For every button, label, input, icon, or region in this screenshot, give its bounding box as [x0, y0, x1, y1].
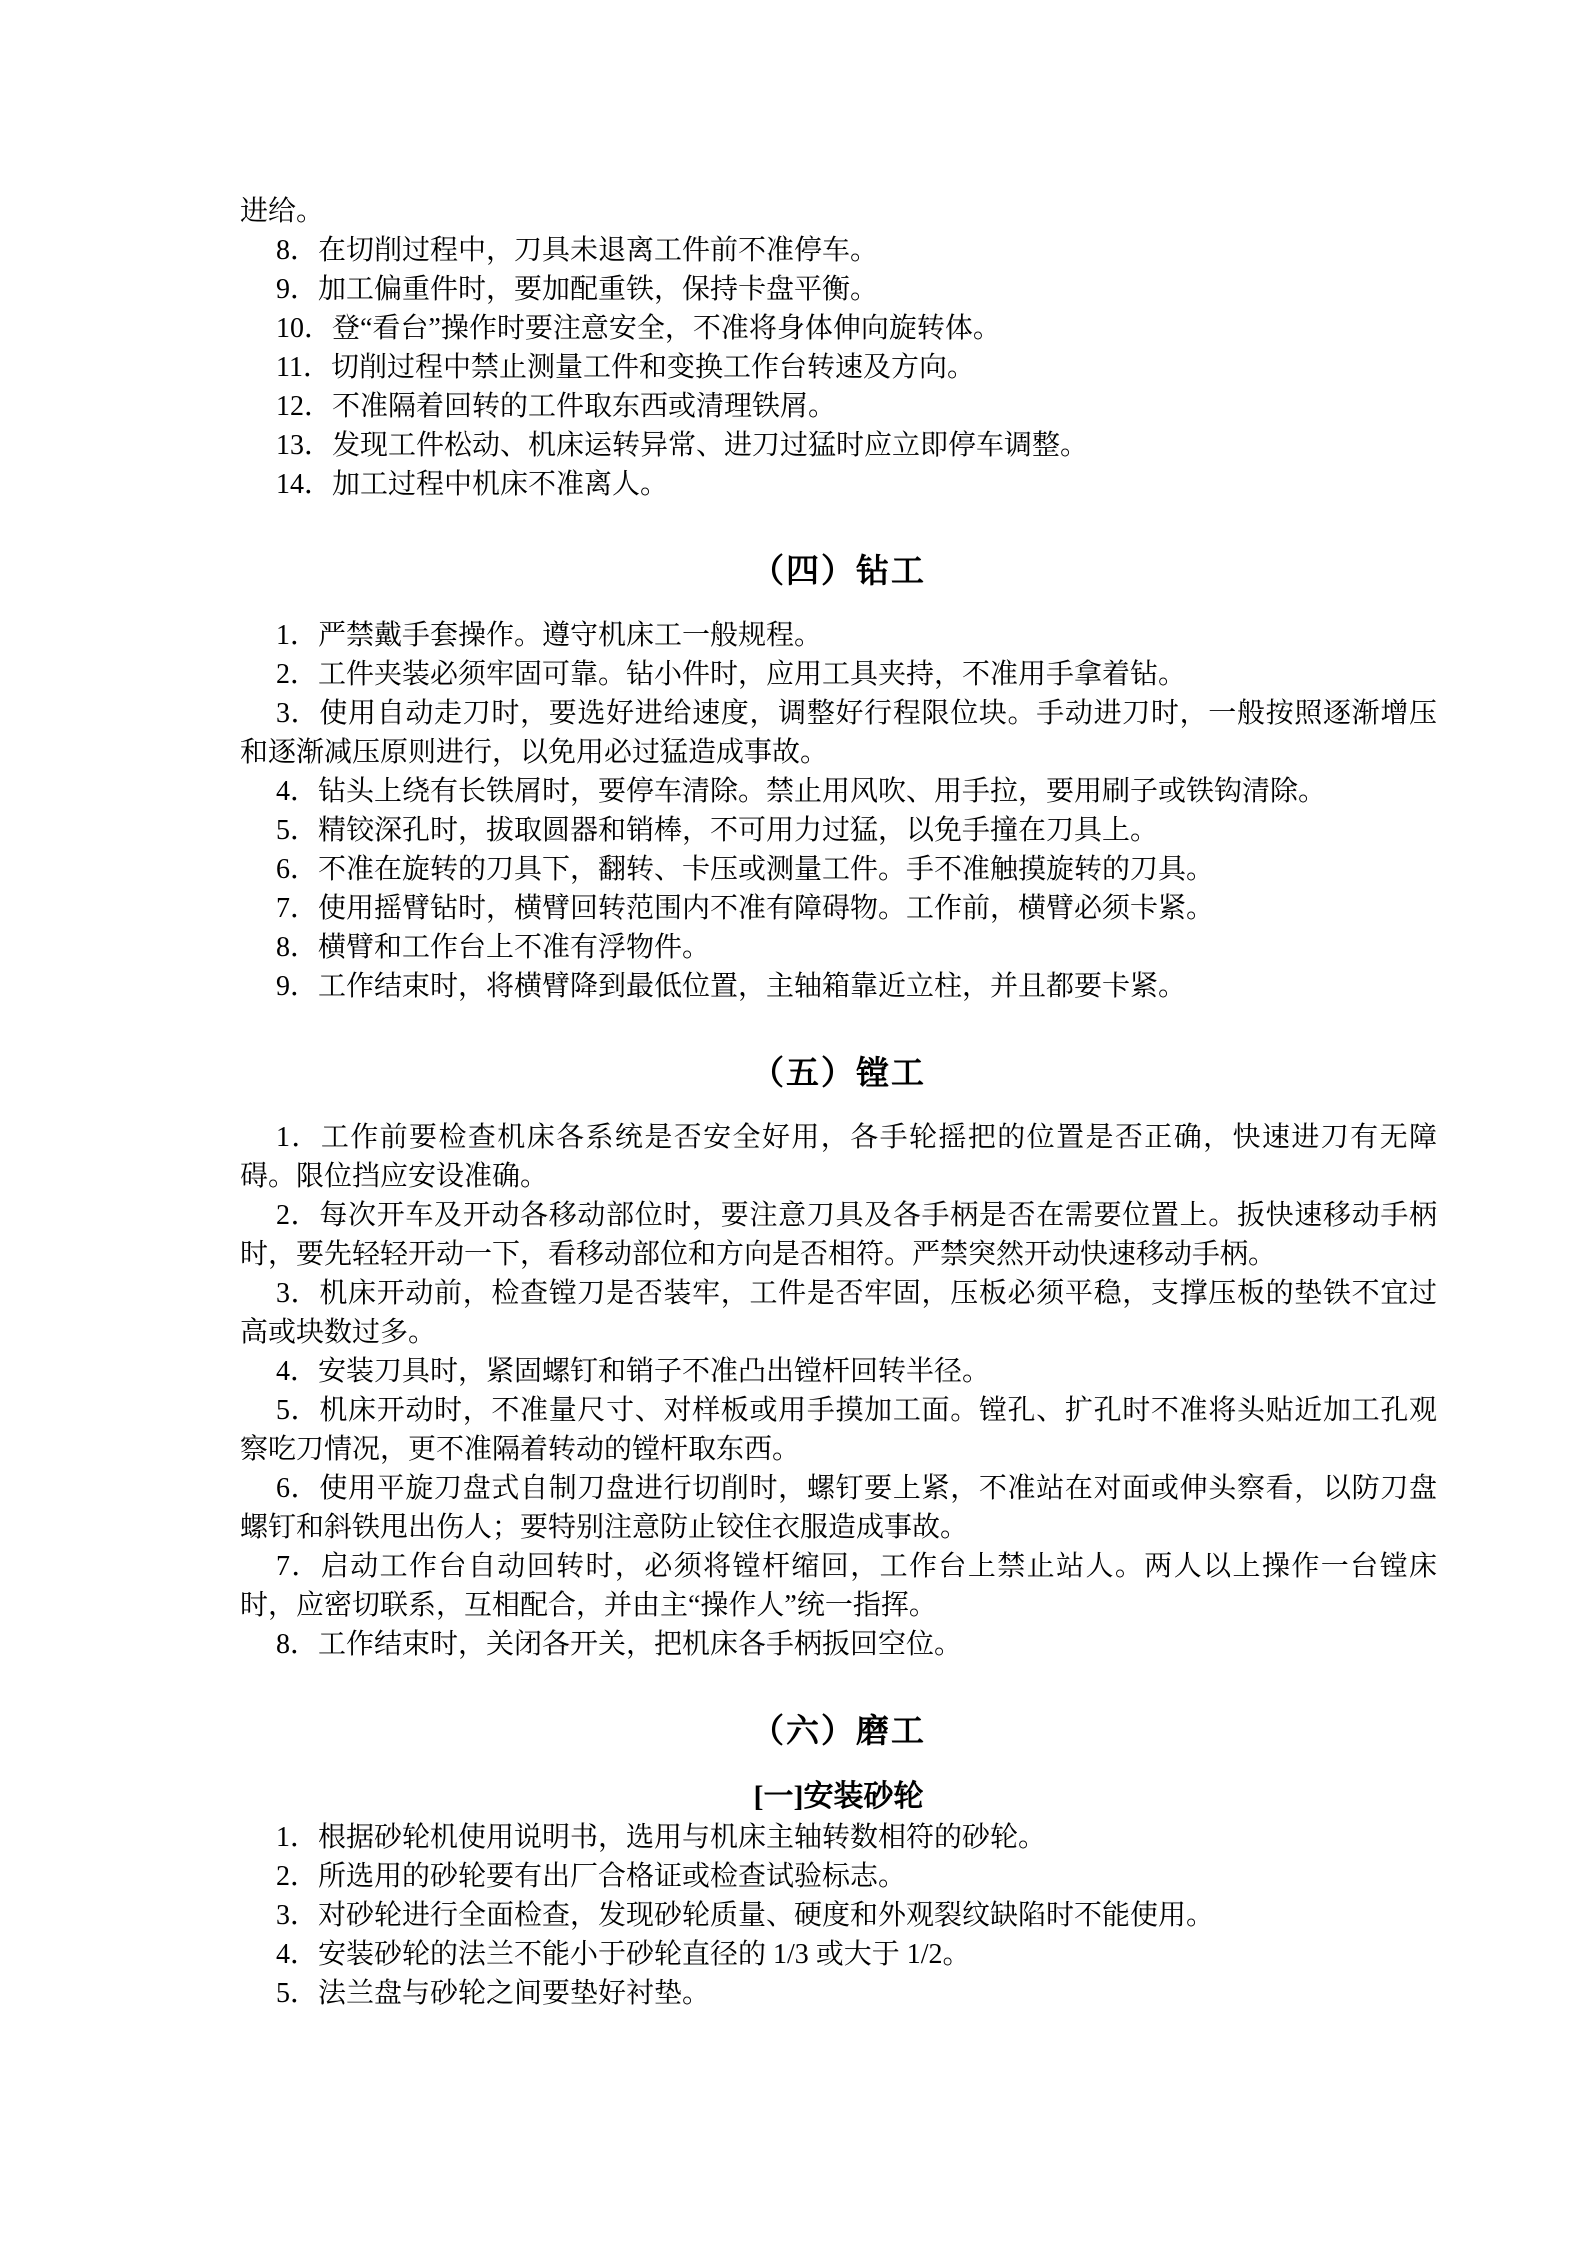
sub-heading-wheel-installation: [一]安装砂轮 [753, 1780, 924, 1813]
list-item: 4．钻头上绕有长铁屑时，要停车清除。禁止用风吹、用手拉，要用刷子或铁钩清除。 [276, 776, 1327, 807]
list-item: 7．启动工作台自动回转时，必须将镗杆缩回，工作台上禁止站人。两人以上操作一台镗床时，应密切联系，互相配合，并由主“操作人”统一指挥。 [240, 1551, 1437, 1621]
list-item: 6．使用平旋刀盘式自制刀盘进行切削时，螺钉要上紧，不准站在对面或伸头察看，以防刀盘螺钉和斜铁甩出伤人；要特别注意防止铰住衣服造成事故。 [240, 1473, 1437, 1543]
list-item: 14．加工过程中机床不准离人。 [276, 469, 669, 500]
list-item: 3．机床开动前，检查镗刀是否装牢，工件是否牢固，压板必须平稳，支撑压板的垫铁不宜过高或块数过多。 [240, 1278, 1437, 1348]
list-item: 13．发现工件松动、机床运转异常、进刀过猛时应立即停车调整。 [276, 430, 1089, 461]
list-item: 2．每次开车及开动各移动部位时，要注意刀具及各手柄是否在需要位置上。扳快速移动手柄时，要先轻轻开动一下，看移动部位和方向是否相符。严禁突然开动快速移动手柄。 [240, 1200, 1437, 1270]
section-boring-rules [240, 1052, 1437, 1664]
list-item: 2．所选用的砂轮要有出厂合格证或检查试验标志。 [276, 1861, 907, 1892]
list-item: 4．安装砂轮的法兰不能小于砂轮直径的 1/3 或大于 1/2。 [276, 1939, 971, 1970]
list-item: 1．严禁戴手套操作。遵守机床工一般规程。 [276, 620, 823, 651]
list-item: 6．不准在旋转的刀具下，翻转、卡压或测量工件。手不准触摸旋转的刀具。 [276, 854, 1215, 885]
list-item: 9．工作结束时，将横臂降到最低位置，主轴箱靠近立柱，并且都要卡紧。 [276, 971, 1187, 1002]
list-item: 4．安装刀具时，紧固螺钉和销子不准凸出镗杆回转半径。 [276, 1356, 991, 1387]
section-heading-drilling: （四）钻工 [751, 554, 926, 590]
list-item: 5．机床开动时，不准量尺寸、对样板或用手摸加工面。镗孔、扩孔时不准将头贴近加工孔观察吃刀情况，更不准隔着转动的镗杆取东西。 [240, 1395, 1437, 1465]
list-item: 8．工作结束时，关闭各开关，把机床各手柄扳回空位。 [276, 1629, 963, 1660]
list-item: 10．登“看台”操作时要注意安全，不准将身体伸向旋转体。 [276, 313, 1001, 344]
list-item: 5．精铰深孔时，拔取圆器和销棒，不可用力过猛，以免手撞在刀具上。 [276, 815, 1159, 846]
section-drilling-rules [240, 550, 1437, 1006]
list-item: 5．法兰盘与砂轮之间要垫好衬垫。 [276, 1978, 711, 2009]
list-item: 1．根据砂轮机使用说明书，选用与机床主轴转数相符的砂轮。 [276, 1822, 1047, 1853]
list-item: 11．切削过程中禁止测量工件和变换工作台转速及方向。 [276, 352, 975, 383]
paragraph-continuation: 进给。 [240, 196, 325, 227]
list-item: 8．横臂和工作台上不准有浮物件。 [276, 932, 711, 963]
list-item: 2．工件夹装必须牢固可靠。钻小件时，应用工具夹持，不准用手拿着钻。 [276, 659, 1187, 690]
list-item: 1．工作前要检查机床各系统是否安全好用，各手轮摇把的位置是否正确，快速进刀有无障碍。限位挡应安设准确。 [240, 1122, 1437, 1192]
section-heading-boring: （五）镗工 [751, 1056, 926, 1092]
list-item: 9．加工偏重件时，要加配重铁，保持卡盘平衡。 [276, 274, 879, 305]
list-item: 7．使用摇臂钻时，横臂回转范围内不准有障碍物。工作前，横臂必须卡紧。 [276, 893, 1215, 924]
section-lathe-rules-continued [240, 192, 1437, 504]
section-heading-grinding: （六）磨工 [751, 1714, 926, 1750]
list-item: 3．使用自动走刀时，要选好进给速度，调整好行程限位块。手动进刀时，一般按照逐渐增压和逐渐减压原则进行，以免用必过猛造成事故。 [240, 698, 1437, 768]
list-item: 3．对砂轮进行全面检查，发现砂轮质量、硬度和外观裂纹缺陷时不能使用。 [276, 1900, 1215, 1931]
list-item: 12．不准隔着回转的工件取东西或清理铁屑。 [276, 391, 837, 422]
list-item: 8．在切削过程中，刀具未退离工件前不准停车。 [276, 235, 879, 266]
section-grinding-rules [240, 1710, 1437, 2013]
